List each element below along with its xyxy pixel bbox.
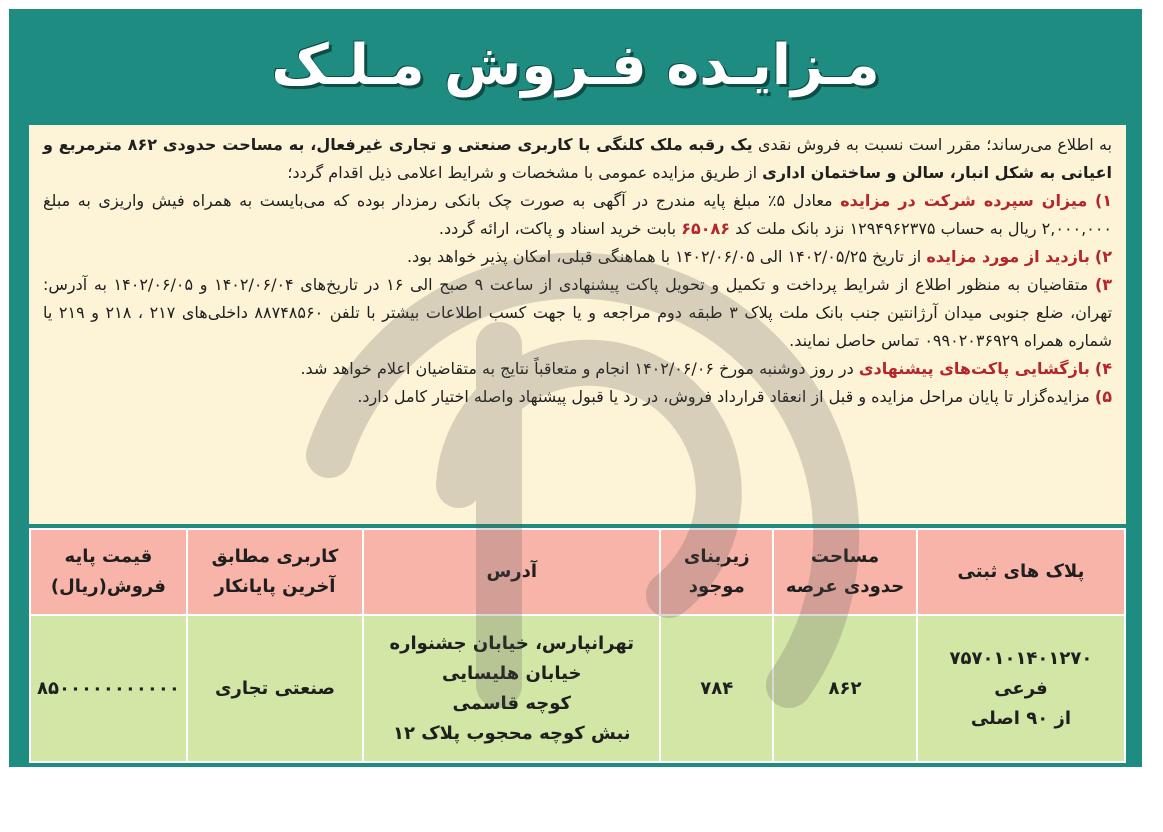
item-4-text: در روز دوشنبه مورخ ۱۴۰۲/۰۶/۰۶ انجام و متعاقباً نتایج به متقاضیان اعلام خواهد شد. bbox=[300, 359, 859, 378]
address-line-4: نبش کوچه محجوب پلاک ۱۲ bbox=[392, 722, 631, 744]
item-5-text: مزایده‌گزار تا پایان مراحل مزایده و قبل از انعقاد قرارداد فروش، در رد یا قبول پیشنهاد واصله اختیار کامل دارد. bbox=[357, 387, 1095, 406]
col-usage: کاربری مطابق آخرین پایانکار bbox=[187, 529, 363, 615]
item-4-title: بازگشایی پاکت‌های پیشنهادی bbox=[858, 359, 1090, 378]
cell-area: ۸۶۲ bbox=[773, 615, 917, 762]
address-line-3: کوچه قاسمی bbox=[452, 692, 571, 714]
intro-paragraph bbox=[43, 131, 1112, 187]
intro-text-bold: یک رقبه ملک کلنگی با کاربری صنعتی و تجاری غیرفعال، به مساحت حدودی ۸۶۲ مترمربع و اعیانی به شکل انبار، سالن و ساختمان اداری bbox=[43, 135, 1112, 182]
cell-usage: صنعتی تجاری bbox=[187, 615, 363, 762]
item-5 bbox=[43, 383, 1112, 411]
plak-line-2: از ۹۰ اصلی bbox=[970, 707, 1072, 729]
col-plak: پلاک های ثبتی bbox=[917, 529, 1125, 615]
col-area: مساحت حدودی عرصه bbox=[773, 529, 917, 615]
item-1-title: میزان سپرده شرکت در مزایده bbox=[840, 191, 1088, 210]
item-4-number: ۴) bbox=[1094, 359, 1112, 378]
address-line-2: خیابان هلیسایی bbox=[442, 662, 582, 684]
item-5-number: ۵) bbox=[1094, 387, 1112, 406]
item-4 bbox=[43, 355, 1112, 383]
col-address: آدرس bbox=[363, 529, 660, 615]
item-3-text: متقاضیان به منظور اطلاع از شرایط پرداخت و تکمیل و تحویل پاکت پیشنهادی از ساعت ۹ صبح الی ۱۶ در تاریخ‌های ۱۴۰۲/۰۶/۰۴ و ۱۴۰۲/۰۶/۰۵ به آدرس: تهران، ضلع جنوبی میدان آرژانتین جنب بانک ملت پلاک ۳ طبقه دوم مراجعه و یا جهت کسب اطلاعات بیشتر با تلفن ۸۸۷۴۸۵۶۰ داخلی‌های ۲۱۷ ، ۲۱۸ و ۲۱۹ یا شماره همراه ۰۹۹۰۲۰۳۶۹۲۹ تماس حاصل نمایند. bbox=[43, 275, 1113, 350]
col-price: قیمت پایه فروش(ریال) bbox=[30, 529, 187, 615]
intro-text-a: به اطلاع می‌رساند؛ مقرر است نسبت به فروش نقدی bbox=[752, 135, 1112, 154]
notice-body bbox=[29, 125, 1126, 524]
ad-frame bbox=[9, 9, 1142, 767]
item-3-number: ۳) bbox=[1094, 275, 1113, 294]
item-2 bbox=[43, 243, 1112, 271]
cell-price: ۸۵۰۰۰۰۰۰۰۰۰۰۰ bbox=[30, 615, 187, 762]
header-banner bbox=[9, 9, 1142, 121]
page-title: مـزایـده فـروش مـلـک bbox=[271, 32, 880, 98]
cell-address bbox=[363, 615, 660, 762]
item-1-text-b: بابت خرید اسناد و پاکت، ارائه گردد. bbox=[438, 219, 682, 238]
table-header-row bbox=[30, 529, 1125, 615]
item-1-text-a: معادل ۵٪ مبلغ پایه مندرج در آگهی به صورت چک بانکی رمزدار بوده که می‌بایست به همراه فیش واریزی به مبلغ ۲,۰۰۰,۰۰۰ ریال به حساب ۱۲۹۴۹۶۲۳۷۵ نزد بانک ملت کد bbox=[43, 191, 1112, 238]
table-row bbox=[30, 615, 1125, 762]
col-building: زیربنای موجود bbox=[660, 529, 773, 615]
item-1-number: ۱) bbox=[1094, 191, 1113, 210]
property-table bbox=[29, 528, 1126, 763]
cell-plak bbox=[917, 615, 1125, 762]
address-line-1: تهرانپارس، خیابان جشنواره bbox=[389, 632, 635, 654]
cell-building: ۷۸۴ bbox=[660, 615, 773, 762]
intro-text-c: از طریق مزایده عمومی با مشخصات و شرایط اعلامی ذیل اقدام گردد؛ bbox=[287, 163, 763, 182]
property-table-wrap bbox=[29, 528, 1126, 763]
plak-line-1: ۷۵۷۰۱۰۱۴۰۱۲۷۰ فرعی bbox=[949, 647, 1093, 699]
item-1 bbox=[43, 187, 1112, 243]
item-2-number: ۲) bbox=[1094, 247, 1112, 266]
bank-code: ۶۵۰۸۶ bbox=[681, 219, 731, 238]
item-2-title: بازدید از مورد مزایده bbox=[926, 247, 1090, 266]
item-2-text: از تاریخ ۱۴۰۲/۰۵/۲۵ الی ۱۴۰۲/۰۶/۰۵ با هماهنگی قبلی، امکان پذیر خواهد بود. bbox=[406, 247, 927, 266]
item-3 bbox=[43, 271, 1112, 355]
